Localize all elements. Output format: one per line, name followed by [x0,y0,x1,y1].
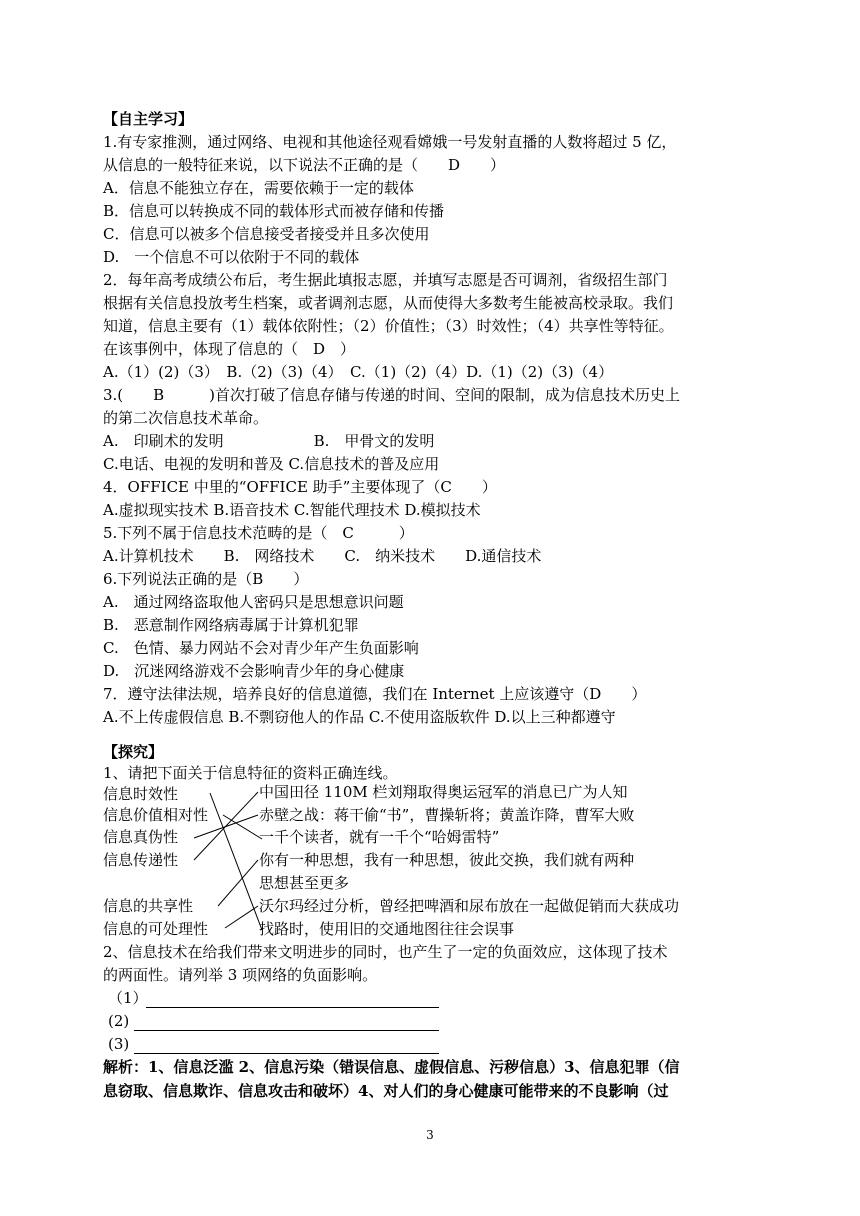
text-line: 在该事例中，体现了信息的（ D ） [103,340,356,358]
text-line: D. 沉迷网络游戏不会影响青少年的身心健康 [103,662,405,680]
text-line: A.不上传虚假信息 B.不剽窃他人的作品 C.不使用盗版软件 D.以上三种都遵守 [103,708,616,726]
blank-label: (3) [108,1035,130,1053]
text-line: A．信息不能独立存在，需要依赖于一定的载体 [103,179,414,197]
text-line: 从信息的一般特征来说，以下说法不正确的是（ D ） [103,156,506,174]
text-line: A. 通过网络盗取他人密码只是思想意识问题 [103,593,404,611]
connector-line [210,793,262,930]
left-item: 信息的可处理性 [103,920,209,938]
left-item: 信息真伪性 [103,828,179,846]
blank-underline[interactable] [146,1007,439,1008]
text-line: 的第二次信息技术革命。 [103,409,269,427]
answer-line: 息窃取、信息欺诈、信息攻击和破坏）4、对人们的身心健康可能带来的不良影响（过 [103,1082,669,1100]
text-line: 4．OFFICE 中里的“OFFICE 助手”主要体现了（C ） [103,478,497,496]
text-line: 知道，信息主要有（1）载体依附性；（2）价值性；（3）时效性；（4）共享性等特征。 [103,317,674,335]
text-line: 2．每年高考成绩公布后，考生据此填报志愿，并填写志愿是否可调剂，省级招生部门 [103,271,668,289]
text-line: 1.有专家推测，通过网络、电视和其他途径观看嫦娥一号发射直播的人数将超过 5 亿， [103,133,677,151]
text-line: A.（1）(2)（3） B.（2)（3)（4） C.（1)（2)（4）D.（1)（2)（3)（4） [103,363,614,381]
right-item: 你有一种思想，我有一种思想，彼此交换，我们就有两种 [259,851,635,869]
text-line: 7．遵守法律法规，培养良好的信息道德，我们在 Internet 上应该遵守（D ） [103,685,647,703]
answer-line: 解析：1、信息泛滥 2、信息污染（错误信息、虚假信息、污秽信息）3、信息犯罪（信 [103,1058,680,1076]
explore-heading: 【探究】 [103,743,164,761]
text-line: D. 一个信息不可以依附于不同的载体 [103,248,360,266]
page-number: 3 [426,1128,434,1142]
blank-underline[interactable] [134,1053,439,1054]
text-line: A.计算机技术 B. 网络技术 C. 纳米技术 D.通信技术 [103,547,542,565]
right-item: 赤壁之战：蒋干偷“书”，曹操斩将；黄盖诈降，曹军大败 [259,806,635,824]
blank-label: （1） [108,989,148,1007]
text-line: 5.下列不属于信息技术范畴的是（ C ） [103,524,414,542]
text-line: 根据有关信息投放考生档案，或者调剂志愿，从而使得大多数考生能被高校录取。我们 [103,294,674,312]
right-item: 沃尔玛经过分析，曾经把啤酒和尿布放在一起做促销而大获成功 [259,897,680,915]
right-item: 中国田径 110M 栏刘翔取得奥运冠军的消息已广为人知 [259,783,628,801]
right-item: 一千个读者，就有一千个“哈姆雷特” [259,828,500,846]
left-item: 信息时效性 [103,785,179,803]
text-line: C. 色情、暴力网站不会对青少年产生负面影响 [103,639,419,657]
text-line: B．信息可以转换成不同的载体形式而被存储和传播 [103,202,445,220]
text-line: A.虚拟现实技术 B.语音技术 C.智能代理技术 D.模拟技术 [103,501,481,519]
text-line: C.电话、电视的发明和普及 C.信息技术的普及应用 [103,455,440,473]
text-line: A. 印刷术的发明 B. 甲骨文的发明 [103,432,435,450]
left-item: 信息的共享性 [103,897,194,915]
explore-question-2-line: 2、信息技术在给我们带来文明进步的同时，也产生了一定的负面效应，这体现了技术 [103,943,668,961]
left-item: 信息传递性 [103,851,179,869]
left-item: 信息价值相对性 [103,806,209,824]
text-line: 6.下列说法正确的是（B ） [103,570,309,588]
connector-line [225,906,258,928]
blank-label: (2) [108,1012,130,1030]
text-line: B. 恶意制作网络病毒属于计算机犯罪 [103,616,359,634]
explore-question-1: 1、请把下面关于信息特征的资料正确连线。 [103,764,398,782]
connector-line [194,792,258,860]
connector-line [223,815,262,839]
text-line: 3.( B )首次打破了信息存储与传递的时间、空间的限制，成为信息技术历史上 [103,386,681,404]
explore-question-2-line: 的两面性。请列举 3 项网络的负面影响。 [103,966,378,984]
blank-underline[interactable] [134,1030,439,1031]
right-item: 找路时，使用旧的交通地图往往会误事 [259,920,515,938]
right-item: 思想甚至更多 [259,874,350,892]
self-study-heading: 【自主学习】 [103,110,194,128]
text-line: C．信息可以被多个信息接受者接受并且多次使用 [103,225,430,243]
